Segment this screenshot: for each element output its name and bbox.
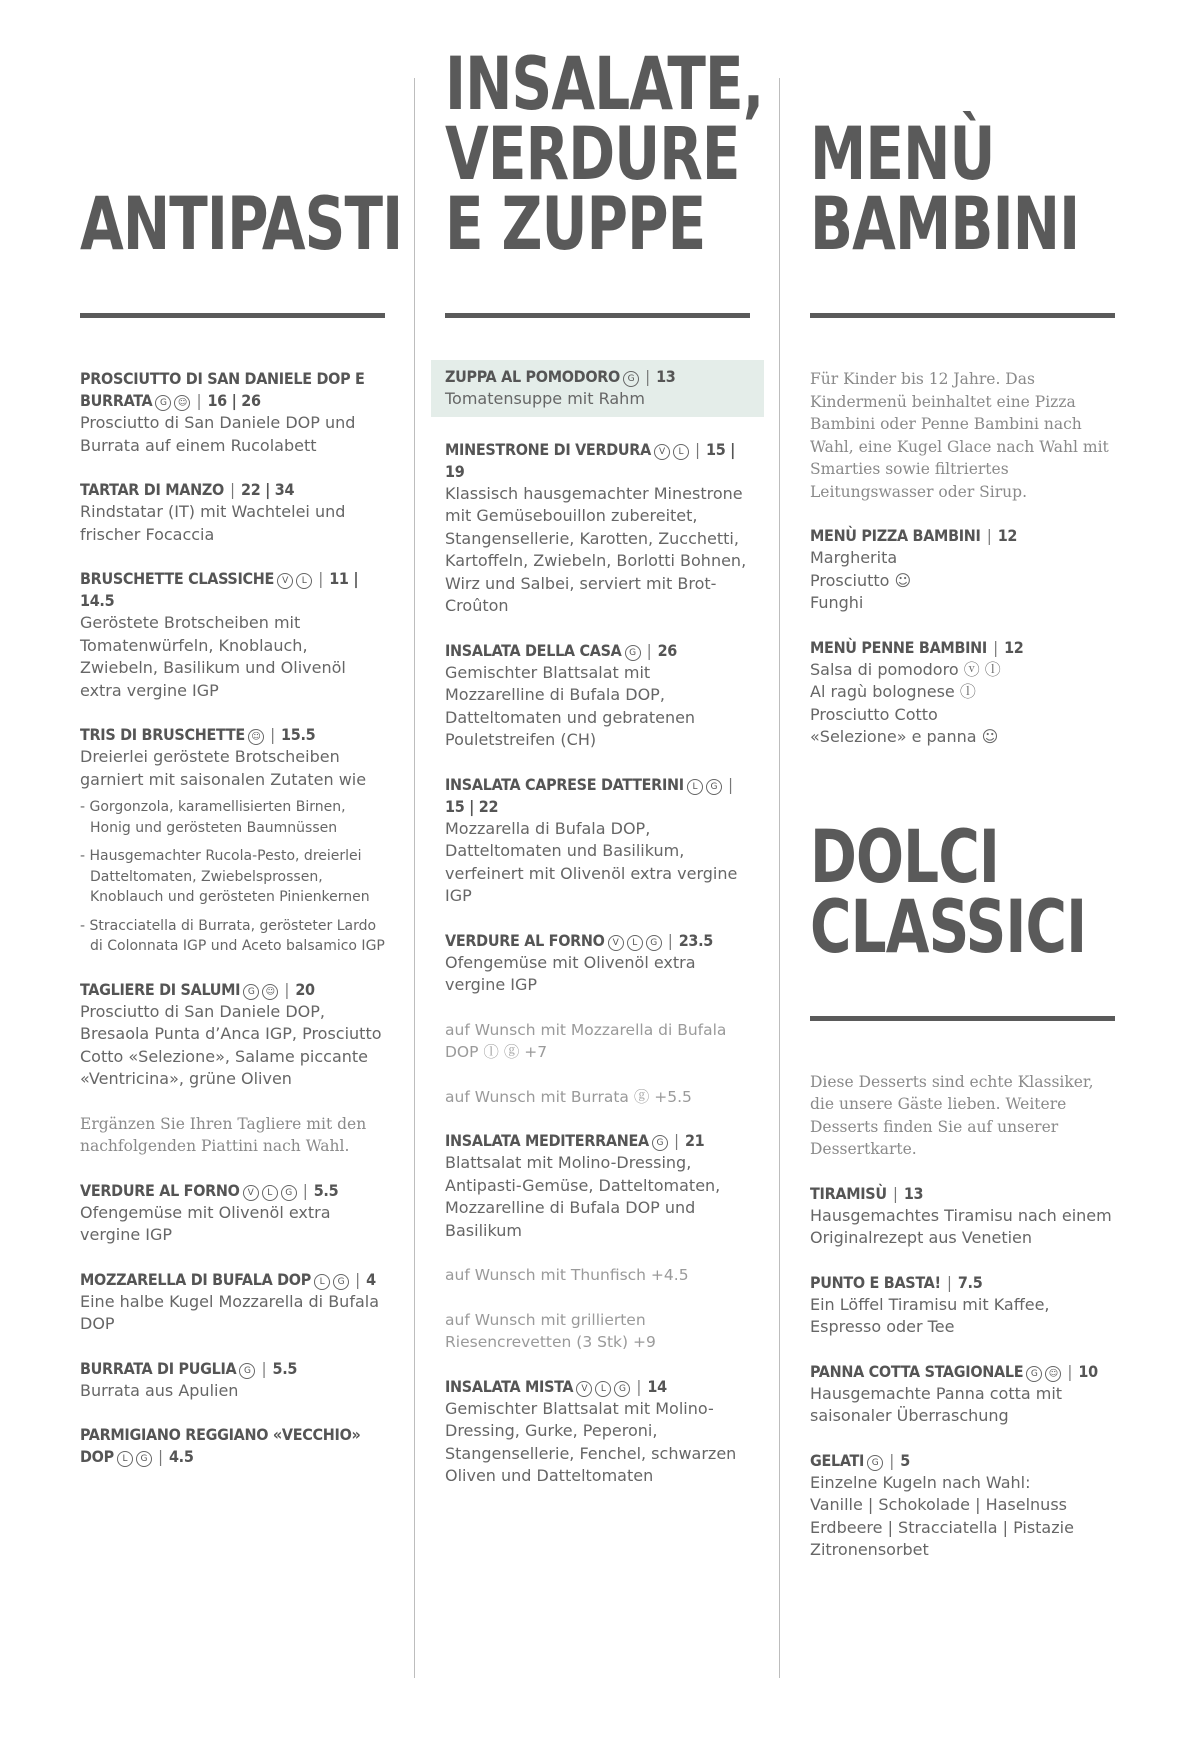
item-title: TRIS DI BRUSCHETTE [80, 725, 245, 744]
menu-item [80, 368, 385, 457]
item-title: INSALATA CAPRESE DATTERINI [445, 774, 684, 794]
lactose-free-icon: L [314, 1274, 330, 1290]
menu-item-description: Eine halbe Kugel Mozzarella di Bufala DOP [80, 1291, 380, 1333]
menu-item-name [810, 525, 1115, 547]
menu-item-price: 12 [997, 526, 1018, 545]
heading-rule [445, 313, 750, 318]
item-title: PANNA COTTA STAGIONALE [810, 1361, 1024, 1381]
topping-item: - Stracciatella di Burrata, gerösteter Lardo di Colonnata IGP und Aceto balsamico IGP [80, 917, 385, 954]
menu-item-description: Hausgemachtes Tiramisu nach einem Originalrezept aus Venetien [810, 1205, 1112, 1247]
menu-item-option: Margherita [810, 548, 898, 567]
gluten-free-icon: G [155, 395, 171, 411]
menu-item [445, 1376, 750, 1488]
menu-item-option: Al ragù bolognese ⓛ [810, 682, 976, 701]
menu-item-price: 16 | 26 [207, 391, 261, 410]
heading-rule [80, 313, 385, 318]
menu-item-name [810, 1361, 1115, 1383]
topping-item: - Hausgemachter Rucola-Pesto, dreierlei Datteltomaten, Zwiebelsprossen, Knoblauch und gerösteten Pinienkernen [80, 848, 370, 905]
menu-item-option: Prosciutto Cotto [810, 704, 938, 724]
item-title: MENÙ PIZZA BAMBINI [810, 526, 981, 545]
menu-item-description: Geröstete Brotscheiben mit Tomatenwürfeln, Knoblauch, Zwiebeln, Basilikum und Olivenöl extra vergine IGP [80, 613, 346, 700]
item-title: VERDURE AL FORNO [445, 930, 605, 950]
menu-item [445, 1130, 750, 1242]
item-title: INSALATA MISTA [445, 1376, 574, 1396]
menu-item-price: 13 [903, 1183, 924, 1203]
menu-item-description: Dreierlei geröstete Brotscheiben garniert mit saisonalen Zutaten wie [80, 747, 367, 789]
price-separator: | [942, 1272, 956, 1292]
dolci-intro: Diese Desserts sind echte Klassiker, die unsere Gäste lieben. Weitere Desserts finden Sie auf unserer Dessertkarte. [810, 1072, 1094, 1158]
price-separator: | [153, 1447, 167, 1466]
item-title: GELATI [810, 1450, 865, 1470]
menu-item-option: «Selezione» e panna ☺ [810, 727, 999, 746]
menu-item-price: 5.5 [313, 1180, 339, 1200]
vegetarian-icon: V [576, 1381, 592, 1397]
menu-item-option: Einzelne Kugeln nach Wahl: [810, 1472, 1031, 1492]
menu-item-price: 13 [656, 367, 676, 386]
lactose-free-icon: L [687, 779, 703, 795]
menu-item-price: 15 | 22 [445, 796, 499, 816]
topping-item: - Gorgonzola, karamellisierten Birnen, Honig und gerösteten Baumnüssen [80, 799, 346, 836]
menu-item-name [810, 1272, 1115, 1294]
menu-item-price: 15 | 19 [445, 439, 736, 481]
dolci-items [810, 1183, 1115, 1562]
insalate-items [445, 360, 750, 1488]
vegetarian-icon: V [654, 444, 670, 460]
menu-item [431, 360, 764, 417]
menu-item-name [445, 640, 750, 662]
menu-item-description: Mozzarella di Bufala DOP, Datteltomaten und Basilikum, verfeinert mit Olivenöl extra vergine IGP [445, 818, 738, 905]
gluten-free-icon: G [243, 984, 259, 1000]
price-separator: | [885, 1450, 899, 1470]
pork-icon: ☺ [174, 395, 190, 411]
column-divider-1 [414, 78, 415, 1678]
menu-item [810, 637, 1115, 749]
price-separator: | [314, 569, 328, 588]
menu-item-name [80, 568, 385, 612]
menu-item-price: 21 [684, 1131, 705, 1150]
price-separator: | [642, 640, 656, 660]
antipasti-items [80, 368, 385, 1091]
extra-option-note: auf Wunsch mit Burrata ⓖ +5.5 [445, 1087, 692, 1106]
menu-item [810, 1361, 1115, 1428]
menu-item [810, 1450, 1115, 1562]
pork-icon: ☺ [248, 729, 264, 745]
menu-item [80, 568, 385, 702]
lactose-free-icon: L [627, 935, 643, 951]
item-title: PUNTO E BASTA! [810, 1272, 941, 1292]
price-separator: | [280, 979, 294, 999]
gluten-free-icon: G [646, 935, 662, 951]
menu-item-description: Hausgemachte Panna cotta mit saisonaler Überraschung [810, 1383, 1063, 1425]
item-title: MENÙ PENNE BAMBINI [810, 637, 987, 657]
item-title: MOZZARELLA DI BUFALA DOP [80, 1269, 311, 1289]
menu-item [445, 439, 750, 618]
vegetarian-icon: V [608, 935, 624, 951]
price-separator: | [257, 1358, 271, 1378]
topping-list [80, 797, 385, 957]
menu-item-name [80, 724, 385, 746]
menu-item-description: Prosciutto di San Daniele DOP, Bresaola Punta d’Anca IGP, Prosciutto Cotto «Selezione», Salame piccante «Ventricina», grüne Oliven [80, 1001, 382, 1088]
vegetarian-icon: V [243, 1185, 259, 1201]
gluten-free-icon: G [867, 1455, 883, 1471]
item-title: TAGLIERE DI SALUMI [80, 979, 241, 999]
menu-item [810, 1272, 1115, 1339]
menu-item-option: Zitronensorbet [810, 1540, 929, 1559]
item-title: BURRATA DI PUGLIA [80, 1358, 237, 1378]
menu-item-name [810, 637, 1115, 659]
menu-item-price: 5 [900, 1450, 910, 1470]
menu-item-description: Tomatensuppe mit Rahm [445, 389, 645, 408]
menu-item-price: 12 [1004, 637, 1024, 657]
menu-item [80, 1269, 385, 1336]
menu-item-price: 4 [366, 1269, 376, 1289]
menu-item-description: Ofengemüse mit Olivenöl extra vergine IGP [445, 952, 696, 994]
price-separator: | [298, 1180, 312, 1200]
menu-item-name [80, 1269, 385, 1291]
menu-item [80, 479, 385, 546]
menu-item-option: Funghi [810, 593, 864, 612]
gluten-free-icon: G [333, 1274, 349, 1290]
bambini-column [810, 60, 1115, 1584]
item-title: MINESTRONE DI VERDURA [445, 439, 651, 459]
antipasti-heading: ANTIPASTI [80, 182, 403, 267]
insalate-column [445, 42, 764, 1510]
menu-item-name [445, 439, 750, 483]
menu-item-name [810, 1183, 1115, 1205]
gluten-free-icon: G [136, 1451, 152, 1467]
menu-item-description: Gemischter Blattsalat mit Molino-Dressing, Gurke, Peperoni, Stangensellerie, Fenchel, schwarzen Oliven und Datteltomaten [445, 1398, 737, 1485]
extra-option-note: auf Wunsch mit Mozzarella di Bufala DOP ⓛ ⓖ +7 [445, 1020, 727, 1061]
item-title: PARMIGIANO REGGIANO «VECCHIO» DOP [80, 1425, 361, 1466]
extra-option-note: auf Wunsch mit grillierten Riesencrevetten (3 Stk) +9 [445, 1310, 656, 1351]
item-title: VERDURE AL FORNO [80, 1180, 240, 1200]
price-separator: | [225, 480, 239, 499]
item-title: PROSCIUTTO DI SAN DANIELE DOP E BURRATA [80, 369, 365, 410]
lactose-free-icon: L [595, 1381, 611, 1397]
menu-item-option: Erdbeere | Stracciatella | Pistazie [810, 1517, 1074, 1537]
price-separator: | [350, 1269, 365, 1289]
lactose-free-icon: L [262, 1185, 278, 1201]
menu-item-price: 14 [647, 1376, 667, 1396]
gluten-free-icon: G [625, 645, 641, 661]
extra-option-note: auf Wunsch mit Thunfisch +4.5 [445, 1266, 689, 1284]
menu-item [80, 979, 385, 1091]
menu-item-description: Klassisch hausgemachter Minestrone mit Gemüsebouillon zubereitet, Stangensellerie, Karotten, Zucchetti, Kartoffeln, Zwiebeln, Borlotti Bohnen, Wirz und Salbei, serviert mit Brot-Croûton [445, 483, 747, 615]
pork-icon: ☺ [262, 984, 278, 1000]
menu-item-name [80, 368, 385, 412]
menu-item-description: Ofengemüse mit Olivenöl extra vergine IGP [80, 1202, 331, 1244]
menu-item-name [445, 366, 750, 388]
menu-item-description: Burrata aus Apulien [80, 1380, 239, 1400]
menu-item-name [80, 979, 385, 1001]
menu-item-description: Rindstatar (IT) mit Wachtelei und frischer Focaccia [80, 502, 346, 544]
bambini-items [810, 525, 1115, 749]
menu-item-description: Gemischter Blattsalat mit Mozzarelline di Bufala DOP, Datteltomaten und gebratenen Pouletstreifen (CH) [445, 662, 696, 749]
heading-rule [810, 1016, 1115, 1021]
item-title: BRUSCHETTE CLASSICHE [80, 569, 275, 588]
tagliere-note: Ergänzen Sie Ihren Tagliere mit den nachfolgenden Piattini nach Wahl. [80, 1114, 367, 1155]
menu-item-price: 15.5 [281, 725, 316, 744]
gluten-free-icon: G [706, 779, 722, 795]
menu-item [80, 1424, 385, 1468]
price-separator: | [988, 637, 1003, 657]
menu-item-name [80, 1358, 385, 1380]
item-title: INSALATA MEDITERRANEA [445, 1131, 649, 1150]
menu-item [80, 724, 385, 957]
menu-item-name [445, 774, 750, 818]
pork-icon: ☺ [1045, 1366, 1061, 1382]
column-divider-2 [779, 78, 780, 1678]
menu-item-description: Blattsalat mit Molino-Dressing, Antipasti-Gemüse, Datteltomaten, Mozzarelline di Bufala DOP und Basilikum [445, 1153, 721, 1240]
bambini-heading: MENÙ BAMBINI [810, 112, 1080, 267]
price-separator: | [723, 774, 733, 794]
menu-item-option: Prosciutto ☺ [810, 570, 912, 590]
menu-item-option: Vanille | Schokolade | Haselnuss [810, 1495, 1067, 1514]
item-title: TARTAR DI MANZO [80, 480, 224, 499]
menu-item [445, 640, 750, 752]
price-separator: | [640, 367, 655, 386]
menu-item-price: 22 | 34 [241, 480, 295, 499]
lactose-free-icon: L [296, 573, 312, 589]
price-separator: | [1063, 1361, 1077, 1381]
piattini-items [80, 1180, 385, 1469]
gluten-free-icon: G [614, 1381, 630, 1397]
gluten-free-icon: G [652, 1135, 668, 1151]
price-separator: | [265, 725, 280, 744]
menu-item-price: 4.5 [168, 1447, 194, 1466]
heading-rule [810, 313, 1115, 318]
price-separator: | [669, 1131, 683, 1150]
menu-item-name [810, 1450, 1115, 1472]
menu-item-price: 11 | 14.5 [80, 569, 359, 610]
price-separator: | [690, 439, 704, 459]
item-title: TIRAMISÙ [810, 1183, 887, 1203]
menu-item-price: 26 [657, 640, 678, 660]
price-separator: | [192, 391, 206, 410]
menu-item-description: Prosciutto di San Daniele DOP und Burrata auf einem Rucolabett [80, 413, 356, 455]
menu-item-name [80, 1424, 385, 1468]
menu-item-price: 5.5 [272, 1358, 298, 1378]
lactose-free-icon: L [117, 1451, 133, 1467]
insalate-heading: INSALATE, VERDURE E ZUPPE [445, 42, 764, 267]
menu-item-name [445, 930, 750, 952]
price-separator: | [888, 1183, 902, 1203]
menu-item [810, 525, 1115, 615]
menu-item-name [80, 479, 385, 501]
item-title: ZUPPA AL POMODORO [445, 367, 620, 386]
lactose-free-icon: L [673, 444, 689, 460]
menu-item-price: 10 [1078, 1361, 1098, 1381]
menu-item [80, 1358, 385, 1403]
vegetarian-icon: V [277, 573, 293, 589]
menu-item-option: Salsa di pomodoro ⓥ ⓛ [810, 659, 1001, 679]
menu-item-price: 20 [295, 979, 315, 999]
price-separator: | [982, 526, 996, 545]
menu-item-price: 7.5 [957, 1272, 983, 1292]
menu-item [445, 930, 750, 997]
antipasti-column [80, 60, 403, 1490]
price-separator: | [663, 930, 677, 950]
menu-item [445, 774, 750, 908]
menu-item-description: Ein Löffel Tiramisu mit Kaffee, Espresso oder Tee [810, 1294, 1050, 1336]
bambini-intro: Für Kinder bis 12 Jahre. Das Kindermenü beinhaltet eine Pizza Bambini oder Penne Bambini nach Wahl, eine Kugel Glace nach Wahl mit Smarties sowie filtriertes Leitungswasser oder Sirup. [810, 370, 1109, 501]
menu-item [80, 1180, 385, 1247]
gluten-free-icon: G [281, 1185, 297, 1201]
menu-item-name [80, 1180, 385, 1202]
gluten-free-icon: G [1026, 1366, 1042, 1382]
menu-item [810, 1183, 1115, 1250]
gluten-free-icon: G [239, 1363, 255, 1379]
menu-item-name [445, 1376, 750, 1398]
dolci-heading: DOLCI CLASSICI [810, 814, 1087, 970]
item-title: INSALATA DELLA CASA [445, 640, 622, 660]
price-separator: | [632, 1376, 646, 1396]
menu-item-name [445, 1130, 750, 1152]
dolci-section [810, 814, 1115, 1562]
gluten-free-icon: G [623, 371, 639, 387]
menu-item-price: 23.5 [678, 930, 714, 950]
